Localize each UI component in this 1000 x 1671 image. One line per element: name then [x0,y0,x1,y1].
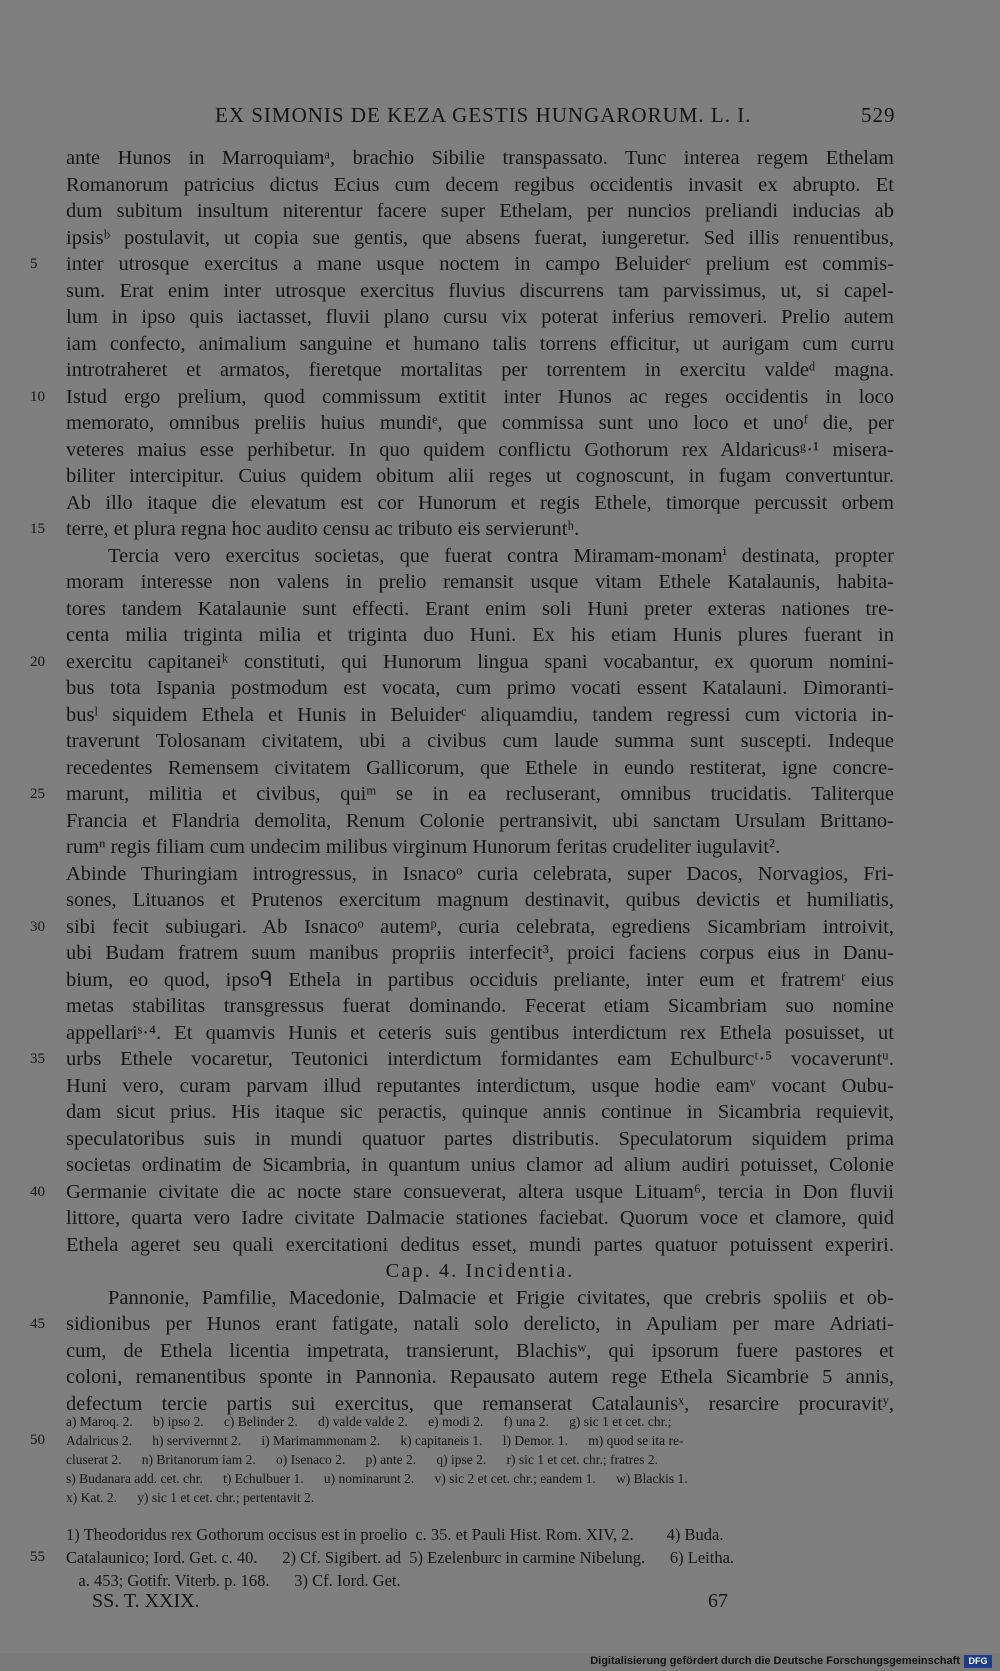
text-line [0,1126,1000,1153]
text-line [0,728,1000,755]
text-line [0,861,1000,888]
footnote-line [0,1546,1000,1569]
text-line [0,596,1000,623]
line-text: recedentes Remensem civitatem Gallicorum, que Ethele in eundo restiterat, igne concre- [66,756,894,779]
line-number: 30 [30,918,45,935]
line-text: Istud ergo prelium, quod commissum extitit inter Hunos ac reges occidentis in loco [66,385,894,408]
footnotes [0,1523,1000,1592]
line-text: sidionibus per Hunos erant fatigate, natali solo derelicto, in Apuliam per mare Adriati- [66,1313,894,1335]
text-line [0,622,1000,649]
line-text: Abinde Thuringiam introgressus, in Isnacoᵒ curia celebrata, super Dacos, Norvagios, Fri- [66,862,894,885]
line-text: 1) Theodoridus rex Gothorum occisus est in proelio c. 35. et Pauli Hist. Rom. XIV, 2. 4) Buda. [66,1525,724,1544]
text-line [0,1232,1000,1259]
line-text: Ethela ageret seu quali exercitationi deditus esset, mundi partes quatuor potuissent experiri. [66,1233,894,1256]
line-text: bus tota Ispania postmodum est vocata, cum primo vocati essent Katalauni. Dimoranti- [66,677,894,699]
text-line [0,1285,1000,1312]
text-line [0,1099,1000,1126]
text-line [0,225,1000,252]
page-footer [0,1590,1000,1618]
line-text: Pannonie, Pamfilie, Macedonie, Dalmacie et Frigie civitates, que crebris spoliis et ob- [108,1286,894,1309]
text-line [0,781,1000,808]
line-text: centa milia triginta milia et triginta duo Huni. Ex his etiam Hunis plures fuerant in [66,624,894,646]
line-text: traverunt Tolosanam civitatem, ubi a civibus cum laude summa sunt suscepti. Indeque [66,730,894,752]
text-line [0,1046,1000,1073]
line-text: a. 453; Gotifr. Viterb. p. 168. 3) Cf. Iord. Get. [66,1571,401,1590]
line-text: sum. Erat enim inter utrosque exercitus fluvius discurrens tam parvissimus, ut, si capel- [66,279,894,302]
text-line [0,1258,1000,1285]
line-text: bium, eo quod, ipsoᑫ Ethela in partibus occiduis preliante, inter eum et fratremʳ eius [66,968,894,991]
footnote-line [0,1523,1000,1546]
text-line [0,1073,1000,1100]
line-text: littore, quarta vero Iadre civitate Dalmacie stationes faciebat. Quorum voce et clamore, quid [66,1207,894,1229]
line-text: tores tandem Katalaunie sunt effecti. Erant enim soli Huni preter exteras nationes tre- [66,597,894,620]
line-number: 5 [30,256,38,272]
line-text: Huni vero, curam parvam illud reputantes interdictum, usque hodie eamᵛ vocant Oubu- [66,1074,894,1097]
text-line [0,198,1000,225]
text-line [0,755,1000,782]
line-number: 55 [30,1549,45,1565]
running-head-title: EX SIMONIS DE KEZA GESTIS HUNGARORUM. L. I. [215,103,752,127]
line-text: cluserat 2. n) Britanorum iam 2. o) Isenaco 2. p) ante 2. q) ipse 2. r) sic 1 et cet. chr.; fratres 2. [66,1452,658,1467]
text-line [0,1311,1000,1338]
line-text: metas stabilitas transgressus fuerat dominando. Fecerat etiam Sicambriam suo nomine [66,995,894,1017]
line-text: Tercia vero exercitus societas, que fuerat contra Miramam-monamⁱ destinata, propter [108,544,894,567]
line-text: Adalricus 2. h) servivernnt 2. i) Marimammonam 2. k) capitaneis 1. l) Demor. 1. m) quod se ita re- [66,1433,684,1448]
credit-bar [0,1653,1000,1671]
text-line [0,1364,1000,1391]
line-text: Romanorum patricius dictus Ecius cum decem regibus occidentis invasit ex abrupto. Et [66,173,894,196]
line-text: coloni, remanentibus sponte in Pannonia. Repausato autem rege Ethela Sicambrie 5 annis, [66,1366,894,1388]
text-line [0,463,1000,490]
text-line [0,569,1000,596]
line-text: Ab illo itaque die elevatum est cor Hunorum et regis Ethele, timorque percussit orbem [66,491,894,514]
text-line [0,304,1000,331]
text-line [0,967,1000,994]
line-text: a) Maroq. 2. b) ipso 2. c) Belinder 2. d) valde valde 2. e) modi 2. f) una 2. g) sic 1 et cet. chr.; [66,1414,672,1429]
text-line [0,808,1000,835]
line-text: terre, et plura regna hoc audito censu ac tributo eis servieruntʰ. [66,518,580,540]
variant-note-line [0,1469,1000,1488]
line-text: dam sicut prius. His itaque sic peractis, quinque annis continue in Sicambria requievit, [66,1101,894,1123]
variant-note-line [0,1431,1000,1450]
variant-note-line [0,1412,1000,1431]
text-line [0,649,1000,676]
line-text: inter utrosque exercitus a mane usque noctem in campo Beluiderᶜ prelium est commis- [66,253,894,275]
variant-notes [0,1412,1000,1507]
line-number: 45 [30,1316,45,1332]
line-text: urbs Ethele vocaretur, Teutonici interdictum formidantes eam Echulburcᵗ·⁵ vocaveruntᵘ. [66,1048,894,1070]
line-text: s) Budanara add. cet. chr. t) Echulbuer 1. u) nominarunt 2. v) sic 2 et cet. chr.; eandem 1. w) Blackis 1. [66,1471,688,1486]
variant-note-line [0,1488,1000,1507]
line-text: Germanie civitate die ac nocte stare consueverat, altera usque Lituam⁶, tercia in Don fluvii [66,1180,894,1203]
volume-signature: SS. T. XXIX. [92,1590,200,1612]
text-line [0,331,1000,358]
line-text: cum, de Ethela licentia impetrata, transierunt, Blachisʷ, qui ipsorum fuere pastores et [66,1339,894,1362]
line-text: sones, Lituanos et Prutenos exercitum magnum destinavit, quibus devictis et humiliatis, [66,889,894,911]
line-number: 25 [30,786,45,802]
running-head [0,103,1000,133]
text-line [0,914,1000,941]
line-text: ante Hunos in Marroquiamᵃ, brachio Sibilie transpassato. Tunc interea regem Ethelam [66,147,894,169]
text-line [0,357,1000,384]
line-text: ipsisᵇ postulavit, ut copia sue gentis, que absens fuerat, iungeretur. Sed illis renuentibus, [66,226,894,249]
text-line [0,887,1000,914]
text-line [0,1205,1000,1232]
text-line [0,490,1000,517]
line-text: iam confecto, animalium sanguine et humano talis torrens efficitur, ut aurigam cum curru [66,332,894,355]
text-line [0,1152,1000,1179]
variant-note-line [0,1450,1000,1469]
line-text: biliter intercipitur. Cuius quidem obitum alii reges ut cognoscunt, in fugam convertuntur. [66,465,894,487]
text-line [0,1179,1000,1206]
text-line [0,940,1000,967]
text-line [0,1020,1000,1047]
line-number: 50 [30,1432,45,1448]
main-text [0,145,1000,1417]
text-line [0,145,1000,172]
text-line [0,172,1000,199]
line-text: exercitu capitaneiᵏ constituti, qui Hunorum lingua spani vocabantur, ex quorum nomini- [66,650,894,673]
credit-text: Digitalisierung gefördert durch die Deutsche Forschungsgemeinschaft [590,1655,960,1667]
line-number: 20 [30,653,45,670]
line-text: memorato, omnibus preliis huius mundiᵉ, que commissa sunt uno loco et unoᶠ die, per [66,412,894,434]
text-line [0,410,1000,437]
line-text: veteres maius esse perhibetur. In quo quidem conflictu Gothorum rex Aldaricusᵍ·¹ misera- [66,438,894,461]
text-line [0,437,1000,464]
dfg-logo: DFG [964,1655,992,1668]
text-line [0,1338,1000,1365]
line-text: societas ordinatim de Sicambria, in quantum unius clamor ad alium audiri potuisset, Colonie [66,1154,894,1176]
text-line [0,384,1000,411]
line-text: introtraheret et armatos, fieretque mortalitas per torrentem in exercitu valdeᵈ magna. [66,359,894,381]
text-line [0,251,1000,278]
text-line [0,702,1000,729]
text-line [0,278,1000,305]
line-text: moram interesse non valens in prelio remansit usque vitam Ethele Katalaunis, habita- [66,571,894,593]
page-number: 529 [861,103,896,127]
line-text: dum subitum insultum niterentur facere super Ethelam, per nuncios preliandi inducias ab [66,200,894,222]
line-text: rumⁿ regis filiam cum undecim milibus virginum Hunorum feritas crudeliter iugulavit². [66,836,781,858]
line-text: Catalaunico; Iord. Get. c. 40. 2) Cf. Sigibert. ad 5) Ezelenburc in carmine Nibelung. 6) Leitha. [66,1548,735,1567]
text-line [0,516,1000,543]
text-line [0,834,1000,861]
text-line [0,993,1000,1020]
line-text: defectum tercie partis sui exercitus, que remanserat Catalaunisˣ, resarcire procuravitʸ, [66,1392,894,1415]
text-line [0,543,1000,570]
sheet-number: 67 [708,1590,728,1612]
line-text: marunt, militia et civibus, quiᵐ se in ea recluserant, omnibus trucidatis. Taliterque [66,783,894,805]
line-text: x) Kat. 2. y) sic 1 et cet. chr.; pertentavit 2. [66,1490,315,1505]
chapter-heading: Cap. 4. Incidentia. [385,1260,575,1282]
line-text: Francia et Flandria demolita, Renum Colonie pertransivit, ubi sanctam Ursulam Brittano- [66,809,894,832]
line-text: sibi fecit subiugari. Ab Isnacoᵒ autemᵖ, curia celebrata, egrediens Sicambriam introivit, [66,915,894,938]
line-text: appellariˢ·⁴. Et quamvis Hunis et ceteris suis gentibus interdictum rex Ethela posuisset, ut [66,1021,894,1044]
text-line [0,675,1000,702]
line-text: lum in ipso quis iactasset, fluvii plano cursu vix poterat inferius removeri. Prelio autem [66,306,894,328]
line-number: 15 [30,521,45,537]
line-text: busˡ siquidem Ethela et Hunis in Beluiderᶜ aliquamdiu, tandem regressi cum victoria in- [66,703,894,726]
line-text: speculatoribus suis in mundi quatuor partes distributis. Speculatorum siquidem prima [66,1127,894,1150]
line-text: ubi Budam fratrem suum manibus propriis interfecit³, proici faciens corpus eius in Danu- [66,942,894,964]
line-number: 40 [30,1183,45,1200]
line-number: 10 [30,388,45,405]
footnote-line [0,1569,1000,1592]
line-number: 35 [30,1051,45,1067]
